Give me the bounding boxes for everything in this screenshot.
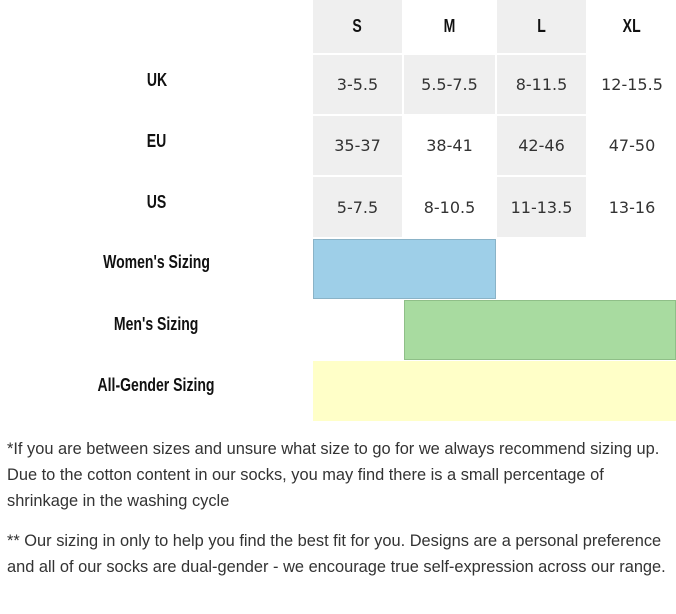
row-label-all-gender-sizing: All-Gender Sizing (97, 374, 215, 395)
womens-sizing-band (313, 239, 496, 299)
table-cell: 12-15.5 (601, 75, 663, 94)
column-header-xl: XL (622, 16, 642, 36)
table-cell: 11-13.5 (497, 177, 586, 237)
column-header-s: S (313, 0, 402, 53)
column-header-m: M (443, 16, 456, 36)
table-cell: 38-41 (426, 136, 473, 155)
table-cell: 35-37 (313, 116, 402, 175)
sizing-note-between-sizes: *If you are between sizes and unsure what size to go for we always recommend sizing up. Due to the cotton content in our socks, you may find there is a small percentage of shrinkage in the washing cycle (7, 440, 660, 510)
sizing-note-dual-gender: ** Our sizing in only to help you find the best fit for you. Designs are a personal preference and all of our socks are dual-gender - we encourage true self-expression across our range. (7, 532, 666, 576)
table-cell: 5.5-7.5 (404, 55, 495, 114)
column-header-l: L (497, 0, 586, 53)
row-label-us: US (146, 191, 167, 212)
table-cell: 13-16 (608, 197, 656, 217)
table-cell: 3-5.5 (313, 55, 402, 114)
table-cell: 5-7.5 (313, 177, 402, 237)
row-label-womens-sizing: Women's Sizing (103, 251, 210, 272)
table-cell: 8-11.5 (497, 55, 586, 114)
table-cell: 42-46 (497, 116, 586, 175)
sizing-notes (7, 436, 672, 594)
row-label-uk: UK (146, 69, 167, 90)
table-cell: 8-10.5 (423, 197, 476, 217)
row-label-eu: EU (146, 130, 167, 151)
all-gender-sizing-band (313, 361, 676, 421)
table-cell: 47-50 (608, 136, 656, 155)
mens-sizing-band (404, 300, 676, 360)
row-label-mens-sizing: Men's Sizing (114, 313, 199, 334)
